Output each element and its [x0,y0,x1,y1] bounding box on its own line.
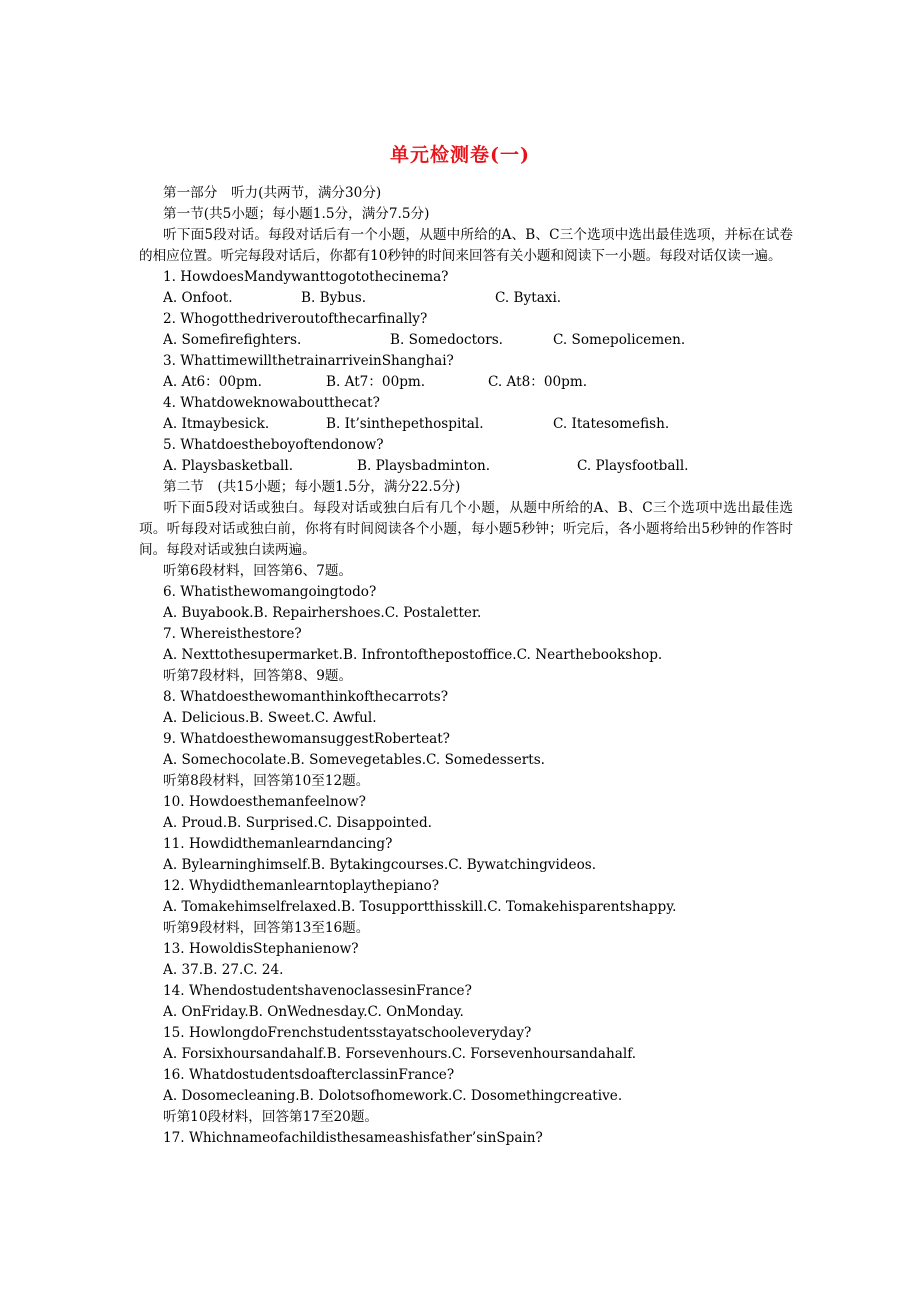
section-heading: 第二节 (共15小题；每小题1.5分，满分22.5分) [163,479,461,495]
option-a: A. Itmaybesick. [163,416,270,432]
section-heading: 第一节(共5小题；每小题1.5分，满分7.5分) [163,206,430,222]
list-item: 14. WhendostudentshavenoclassesinFrance? [163,983,472,999]
list-item: 10. Howdoesthemanfeelnow? [163,794,366,810]
list-item: 9. WhatdoesthewomansuggestRobertеat? [163,731,450,747]
option-c: C. Somepolicemen. [553,332,686,348]
list-item: 听第9段材料，回答第13至16题。 [163,920,370,936]
question-5: 5. Whatdoestheboyoftendonow? [163,437,384,453]
option-a: A. Onfoot. [163,290,233,306]
question-2: 2. Whogotthedriveroutofthecarfinally? [163,311,428,327]
option-b: B. It’sinthepethospital. [326,416,484,432]
options-5 [163,456,793,477]
section-instructions: 听下面5段对话。每段对话后有一个小题，从题中所给的A、B、C三个选项中选出最佳选项，并标在试卷的相应位置。听完每段对话后，你都有10秒钟的时间来回答有关小题和阅读下一小题。每段对话仅读一遍。 [139,227,793,264]
option-a: A. At6：00pm. [163,374,262,390]
list-item: 8. Whatdoesthewomanthinkofthecarrots? [163,689,448,705]
option-b: B. Somedoctors. [390,332,504,348]
option-b: B. At7：00pm. [326,374,426,390]
list-item: A. Dosomecleaning.B. Dolotsofhomework.C. Dosomethingcreative. [163,1088,623,1104]
question-1: 1. HowdoesMandywanttogotothecinema? [163,269,449,285]
option-b: B. Bybus. [301,290,367,306]
page-title: 单元检测卷(一) [390,144,530,166]
part-heading: 第一部分 听力(共两节，满分30分) [163,185,382,201]
question-4: 4. Whatdoweknowaboutthecat? [163,395,380,411]
options-3 [163,372,793,393]
list-item: A. Delicious.B. Sweet.C. Awful. [163,710,377,726]
list-item: 听第8段材料，回答第10至12题。 [163,773,370,789]
list-item: A. OnFriday.B. OnWednesday.C. OnMonday. [163,1004,464,1020]
option-c: C. At8：00pm. [488,374,588,390]
list-item: A. Somechocolate.B. Somevegetables.C. Somedesserts. [163,752,546,768]
list-item: 7. Whereisthestore? [163,626,302,642]
list-item: 11. Howdidthemanlearndancing? [163,836,393,852]
question-list [163,561,793,1149]
option-c: C. Bytaxi. [495,290,562,306]
question-3: 3. WhattimewillthetrainarriveinShanghai? [163,353,454,369]
list-item: 听第7段材料，回答第8、9题。 [163,668,353,684]
list-item: A. Proud.B. Surprised.C. Disappointed. [163,815,432,831]
list-item: 听第10段材料，回答第17至20题。 [163,1109,379,1125]
options-2 [163,330,793,351]
list-item: A. Forsixhoursandahalf.B. Forsevenhours.C. Forsevenhoursandahalf. [163,1046,637,1062]
document-body [139,183,793,1149]
option-c: C. Itatesomefish. [553,416,670,432]
list-item: 16. WhatdostudentsdoafterclassinFrance? [163,1067,455,1083]
list-item: A. Tomakehimselfrelaxed.B. Tosupportthisskill.C. Tomakehisparentshappy. [163,899,677,915]
list-item: A. Nexttothesupermarket.B. Infrontofthepostoffice.C. Nearthebookshop. [163,647,663,663]
list-item: A. Bylearninghimself.B. Bytakingcourses.C. Bywatchingvideos. [163,857,597,873]
list-item: 13. HowoldisStephanienow? [163,941,359,957]
list-item: 听第6段材料，回答第6、7题。 [163,563,353,579]
list-item: A. 37.B. 27.C. 24. [163,962,284,978]
options-4 [163,414,793,435]
list-item: 17. Whichnameofachildisthesameashisfather’sinSpain? [163,1130,543,1146]
option-c: C. Playsfootball. [577,458,689,474]
list-item: 15. HowlongdoFrenchstudentsstayatschooleveryday? [163,1025,532,1041]
list-item: 12. Whydidthemanlearntoplaythepiano? [163,878,439,894]
option-a: A. Somefirefighters. [163,332,302,348]
list-item: 6. Whatisthewomangoingtodo? [163,584,377,600]
section-instructions: 听下面5段对话或独白。每段对话或独白后有几个小题，从题中所给的A、B、C三个选项中选出最佳选项。听每段对话或独白前，你将有时间阅读各个小题，每小题5秒钟；听完后，各小题将给出5秒钟的作答时间。每段对话或独白读两遍。 [139,500,793,558]
list-item: A. Buyabook.B. Repairhershoes.C. Postaletter. [163,605,482,621]
option-a: A. Playsbasketball. [163,458,294,474]
options-1 [163,288,793,309]
option-b: B. Playsbadminton. [357,458,491,474]
